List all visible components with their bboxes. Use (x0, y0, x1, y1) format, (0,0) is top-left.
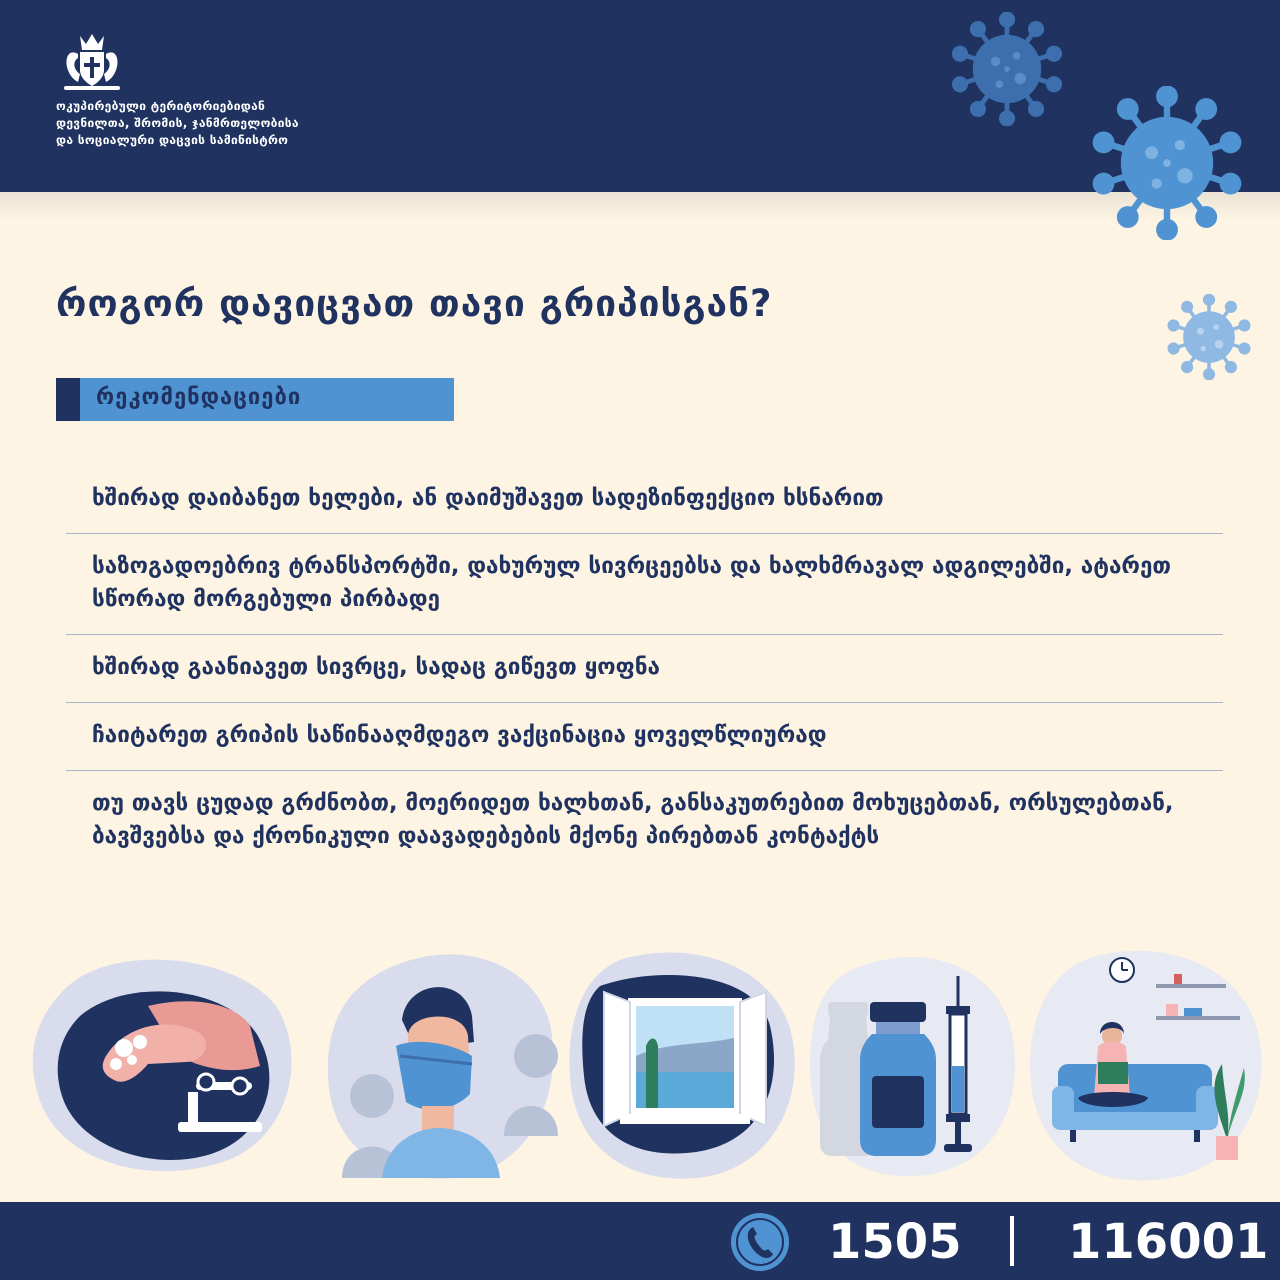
list-item: საზოგადოებრივ ტრანსპორტში, დახურულ სივრცეებსა და ხალხმრავალ ადგილებში, ატარეთ სწორად მორგებული პირბადე (66, 534, 1223, 635)
virus-icon (1090, 86, 1244, 240)
header-banner (0, 0, 1280, 192)
window-illustration (566, 946, 800, 1186)
coat-of-arms-icon (56, 30, 128, 94)
virus-icon (1166, 294, 1252, 380)
ministry-line: ოკუპირებული ტერიტორიებიდან (56, 99, 266, 113)
list-item: ხშირად გაანიავეთ სივრცე, სადაც გიწევთ ყოფნა (66, 635, 1223, 703)
list-item: ჩაიტარეთ გრიპის საწინააღმდეგო ვაქცინაცია ყოველწლიურად (66, 703, 1223, 771)
label-accent-bar (56, 378, 80, 421)
recommendations-label (56, 378, 454, 421)
list-item: თუ თავს ცუდად გრძნობთ, მოერიდეთ ხალხთან, განსაკუთრებით მოხუცებთან, ორსულებთან, ბავშვებსა და ქრონიკული დაავადებების მქონე პირებთან კონტაქტს (92, 790, 1174, 849)
virus-icon (950, 12, 1064, 126)
stay-home-illustration (1026, 946, 1266, 1186)
handwashing-illustration (28, 946, 304, 1186)
page-title: როგორ დავიცვათ თავი გრიპისგან? (56, 282, 773, 325)
mask-illustration (324, 946, 558, 1186)
recommendations-label-text: რეკომენდაციები (96, 385, 302, 410)
phone-icon (731, 1213, 789, 1271)
hotline-number: 116001 (1068, 1214, 1269, 1270)
ministry-line: დევნილთა, შრომის, ჯანმრთელობისა (56, 116, 299, 130)
ministry-line: და სოციალური დაცვის სამინისტრო (56, 133, 289, 147)
list-item: ხშირად დაიბანეთ ხელები, ან დაიმუშავეთ სადეზინფექციო ხსნარით (66, 466, 1223, 534)
hotline-number: 1505 (828, 1214, 962, 1270)
hotline-separator (1010, 1216, 1014, 1266)
header-shadow (0, 192, 1280, 220)
ministry-name (56, 98, 416, 149)
recommendations-list (66, 466, 1223, 871)
vaccine-illustration (806, 946, 1020, 1186)
